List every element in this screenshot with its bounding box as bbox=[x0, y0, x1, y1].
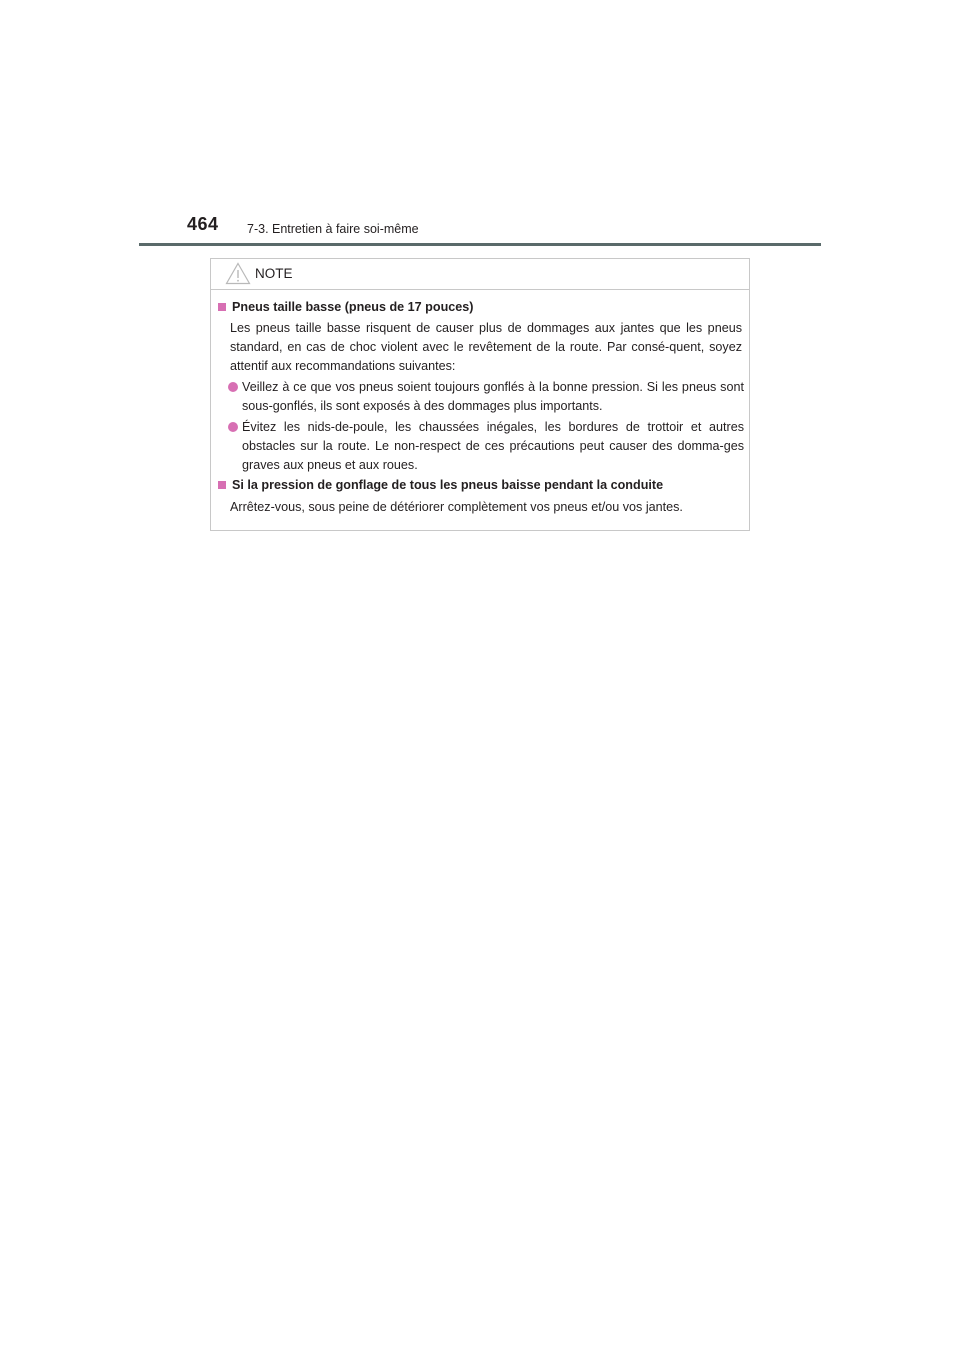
item-title: Pneus taille basse (pneus de 17 pouces) bbox=[218, 300, 473, 314]
note-header bbox=[211, 259, 749, 290]
circle-bullet-icon bbox=[228, 422, 238, 432]
square-bullet-icon bbox=[218, 303, 226, 311]
note-label: NOTE bbox=[255, 266, 293, 281]
section-title: 7-3. Entretien à faire soi-même bbox=[247, 222, 419, 236]
list-item bbox=[228, 418, 744, 475]
list-item bbox=[228, 378, 744, 416]
page-header bbox=[0, 0, 960, 250]
bullet-text: Évitez les nids-de-poule, les chaussées inégales, les bordures de trottoir et autres obstacles sur la route. Le non-respect de ces précautions peut causer des domma-ges graves aux pneus et aux roues. bbox=[242, 420, 744, 472]
circle-bullet-icon bbox=[228, 382, 238, 392]
page-number: 464 bbox=[187, 214, 219, 234]
header-rule bbox=[139, 243, 821, 246]
square-bullet-icon bbox=[218, 481, 226, 489]
note-box bbox=[210, 258, 750, 531]
bullet-text: Veillez à ce que vos pneus soient toujours gonflés à la bonne pression. Si les pneus sont sous-gonflés, ils sont exposés à des dommages plus importants. bbox=[242, 380, 744, 413]
item-title: Si la pression de gonflage de tous les pneus baisse pendant la conduite bbox=[218, 478, 663, 492]
item-paragraph: Arrêtez-vous, sous peine de détériorer complètement vos pneus et/ou vos jantes. bbox=[230, 500, 683, 514]
item-paragraph: Les pneus taille basse risquent de causer plus de dommages aux jantes que les pneus standard, en cas de choc violent avec le revêtement de la route. Par consé-quent, soyez attentif aux recommandations suivantes: bbox=[230, 321, 742, 373]
